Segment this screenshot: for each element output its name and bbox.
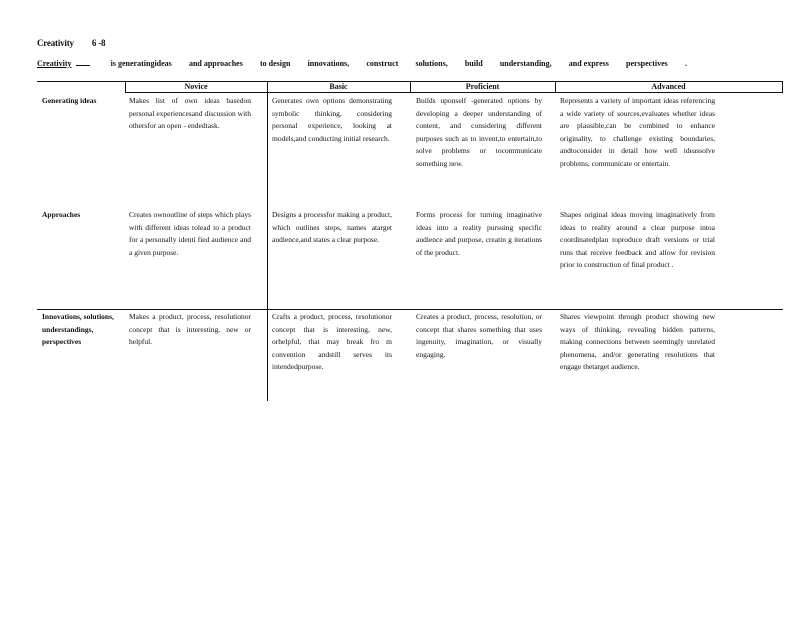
cell-basic: Generates own options demonstrating symbolic thinking, considering personal experience, looking at models,and conducting initial research. — [272, 96, 392, 143]
document-title — [37, 38, 105, 48]
intro-word: perspectives — [626, 59, 668, 68]
intro-word: and approaches — [188, 59, 243, 68]
cell-advanced: Shares viewpoint through product showing new ways of thinking, revealing hidden patterns, making connections between seemingly unrelated phenomena, and/or generating resolutions that engage thetarget audience. — [560, 312, 715, 372]
cell-basic: Crafts a product, process, resolutionor concept that is interesting, new, orhelpful, that may break fro m convention andstill serves its intendedpurpose. — [272, 312, 392, 372]
row-label-innovations: Innovations, solutions, understandings, perspectives — [42, 312, 114, 347]
intro-word: build — [464, 59, 483, 68]
intro-lead: Creativity — [37, 59, 72, 68]
header-basic: Basic — [329, 82, 348, 91]
table-divider — [782, 81, 783, 93]
table-rule-header — [125, 92, 783, 93]
cell-proficient: Forms process for turning imaginative ideas into a reality pursuing specific audience and purpose, creatin g iterations of the product. — [416, 210, 542, 257]
cell-advanced: Represents a variety of important ideas referencing a wide variety of sources,evaluates whether ideas are plausible,can be combined to enhance originality, to challenge existing boundaries, andtoconsider in detail how well ideassolve problems, communicate or entertain. — [560, 96, 715, 168]
intro-word: innovations, — [307, 59, 350, 68]
cell-novice: Makes list of own ideas basedon personal experiencesand discussion with othersfor an open - endedtask. — [129, 96, 251, 131]
header-proficient: Proficient — [465, 82, 500, 91]
title-text: Creativity — [37, 38, 74, 48]
row-label-generating-ideas: Generating ideas — [42, 96, 97, 105]
intro-blank — [76, 64, 90, 66]
cell-novice: Creates ownoutline of steps which plays with different ideas tolead to a product for a personally identi fied audience and a given purpose. — [129, 210, 251, 257]
intro-sentence — [37, 59, 687, 68]
intro-word: construct — [366, 59, 399, 68]
row-label-approaches: Approaches — [42, 210, 81, 219]
header-novice: Novice — [184, 82, 208, 91]
cell-advanced: Shapes original ideas moving imaginatively from ideas to reality around a clear purpose intoa coordinatedplan toproduce draft versions or trial runs that receive feedback and allow for revision prior to construction of final product . — [560, 210, 715, 270]
intro-word: and express — [568, 59, 609, 68]
cell-proficient: Builds uponself -generated options by developing a deeper understanding of content, and considering different purposes such as to invent,to entertain,to solve problems or tocommunicate something new. — [416, 96, 542, 168]
intro-lead-group — [37, 59, 94, 68]
header-advanced: Advanced — [651, 82, 686, 91]
intro-word: to design — [259, 59, 291, 68]
cell-basic: Designs a processfor making a product, which outlines steps, names atarget audience,and states a clear purpose. — [272, 210, 392, 245]
intro-word: is generatingideas — [110, 59, 172, 68]
table-rule-row — [37, 309, 783, 310]
cell-proficient: Creates a product, process, resolution, or concept that shares something that uses ingenuity, imagination, or visually engaging. — [416, 312, 542, 359]
intro-word: solutions, — [415, 59, 448, 68]
intro-word: . — [684, 59, 687, 68]
grade-range: 6 -8 — [91, 38, 106, 48]
table-divider — [267, 81, 268, 401]
intro-word: understanding, — [499, 59, 552, 68]
cell-novice: Makes a product, process, resolutionor concept that is interesting, new or helpful. — [129, 312, 251, 347]
